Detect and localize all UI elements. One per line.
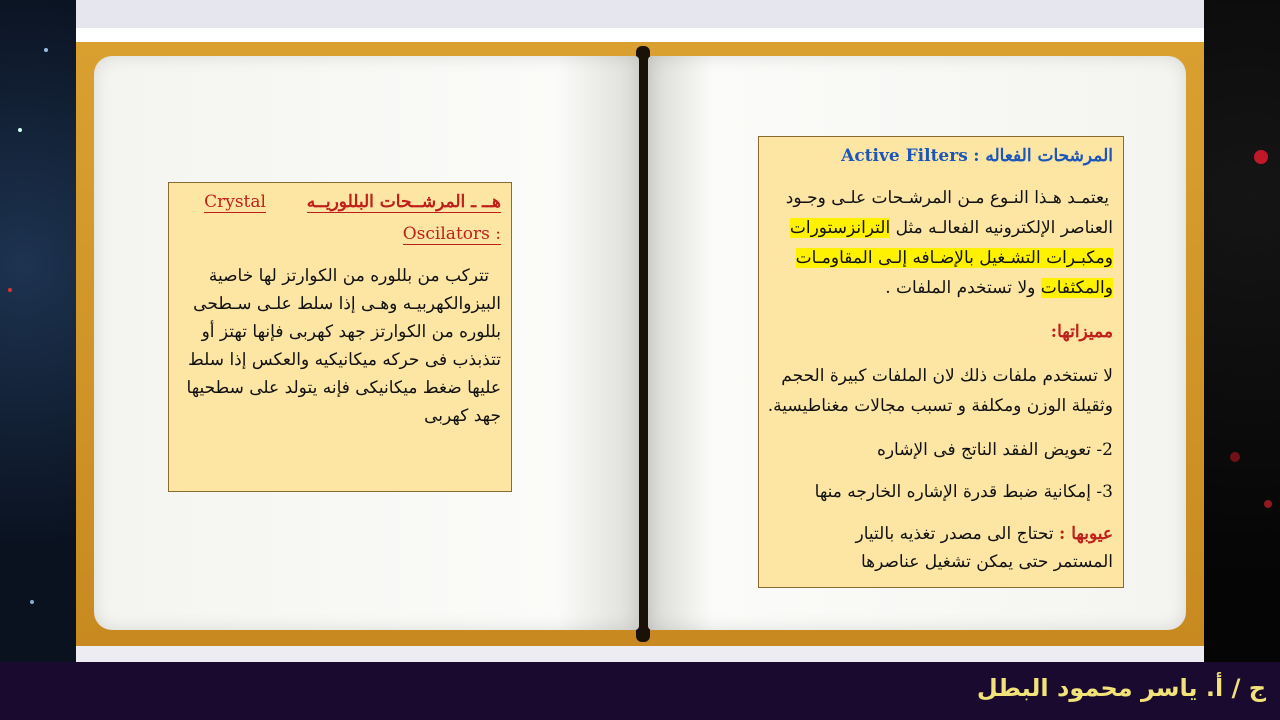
feature-2: 2- تعويض الفقد الناتج فى الإشاره [876, 440, 1113, 460]
author-credit: ج / أ. ياسر محمود البطل [976, 674, 1266, 702]
right-body-line [885, 277, 1113, 299]
footer-bar [0, 662, 1280, 720]
defects-line-2: المستمر حتى يمكن تشغيل عناصرها [860, 552, 1113, 572]
top-strip [76, 0, 1204, 28]
active-filters-box [758, 136, 1124, 588]
feature-1-line-1: لا تستخدم ملفات ذلك لان الملفات كبيرة الحجم [781, 366, 1113, 386]
defects-line-1 [855, 523, 1113, 545]
right-title [841, 145, 1113, 167]
feature-3: 3- إمكانية ضبط قدرة الإشاره الخارجه منها [814, 482, 1113, 502]
highlight-transistors: الترانزستورات [789, 218, 891, 238]
text-segment: ولا تستخدم الملفات . [885, 278, 1041, 298]
sparkle [1264, 500, 1272, 508]
highlight-opamps: ومكبـرات التشـغيل بالإضـافه إلـى المقاومـات [795, 248, 1113, 268]
text-segment: تحتاج الى مصدر تغذيه بالتيار [855, 524, 1059, 544]
feature-1-line-2: وثقيلة الوزن ومكلفة و تسبب مجالات مغناطيسية. [767, 396, 1113, 416]
right-body-line: يعتمـد هـذا النـوع مـن المرشـحات علـى وجـود [785, 188, 1109, 208]
left-title-english-2: : Oscilators [402, 224, 501, 244]
sparkle [8, 288, 12, 292]
left-title-line2 [403, 223, 501, 245]
sparkle [30, 600, 34, 604]
bottom-strip [76, 646, 1204, 662]
features-heading: مميزاتها: [1050, 322, 1113, 342]
left-body-line: تتذبذب فى حركه ميكانيكيه والعكس إذا سلط [188, 350, 501, 370]
left-background [0, 0, 76, 662]
left-title-arabic: هــ ـ المرشــحات البللوريــه [306, 192, 501, 212]
crystal-filters-box [168, 182, 512, 492]
sparkle [44, 48, 48, 52]
sparkle [1254, 150, 1268, 164]
left-body-line: تتركب من بللوره من الكوارتز لها خاصية [208, 266, 489, 286]
sparkle [1230, 452, 1240, 462]
defects-heading: عيوبها : [1059, 524, 1113, 544]
right-body-line [796, 247, 1113, 269]
left-body-line: جهد كهربى [424, 406, 501, 426]
right-title-arabic: المرشحات الفعاله : [973, 146, 1113, 166]
left-title-english: Crystal [204, 192, 266, 212]
open-book [76, 42, 1204, 646]
left-title-line1 [177, 191, 501, 213]
text-segment: العناصر الإلكترونيه الفعالـه مثل [890, 218, 1113, 238]
highlight-capacitors: والمكثفات [1040, 278, 1113, 298]
right-background [1204, 0, 1280, 662]
slide-frame [76, 0, 1204, 662]
left-body-line: بللوره من الكوارتز جهد كهربى فإنها تهتز أو [201, 322, 501, 342]
right-title-english: Active Filters [841, 146, 968, 166]
sparkle [18, 128, 22, 132]
left-body-line: البيزوالكهربيـه وهـى إذا سلط علـى سـطحى [193, 294, 501, 314]
right-body-line [790, 217, 1113, 239]
left-body-line: عليها ضغط ميكانيكى فإنه يتولد على سطحيها [186, 378, 501, 398]
